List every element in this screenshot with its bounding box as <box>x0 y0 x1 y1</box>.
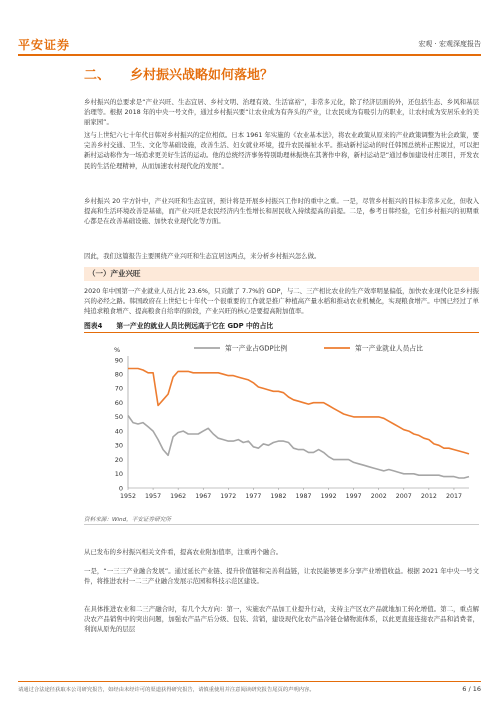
x-tick-label: 1997 <box>345 493 362 500</box>
figure-number: 图表4 <box>84 322 103 330</box>
page-header <box>18 34 481 56</box>
x-tick-label: 1972 <box>220 493 237 500</box>
section-title: 乡村振兴战略如何落地？ <box>130 68 274 83</box>
series-line-1 <box>128 416 469 479</box>
legend-label-1: 第一产业占GDP比例 <box>225 344 288 353</box>
section-heading <box>84 64 499 86</box>
y-tick-label: 80 <box>114 370 123 379</box>
figure-source: 资料来源：Wind，平安证券研究所 <box>84 515 479 525</box>
figure-caption <box>84 320 479 333</box>
company-logo: 平安证券 <box>18 38 71 52</box>
figure-title: 第一产业的就业人员比例远高于它在 GDP 中的占比 <box>116 322 274 330</box>
x-tick-label: 1977 <box>245 493 262 500</box>
employment-gdp-line-chart <box>84 336 479 511</box>
paragraph-1: 乡村振兴的总要求是“产业兴旺、生态宜居、乡村文明、治理有效、生活富裕”，非常多元化，除了经济层面的外，还包括生态、乡风和基层治理等。根据 2018 年的中央一号文件，通过乡村振兴要“让农业成为有奔头的产业，让农民成为有吸引力的职业，让农村成为安居乐业的美丽家园”。 <box>84 98 479 127</box>
x-tick-label: 1992 <box>320 493 337 500</box>
y-tick-label: 20 <box>114 455 123 464</box>
y-tick-label: 0 <box>118 484 123 493</box>
y-tick-label: 10 <box>114 470 123 479</box>
x-tick-label: 1962 <box>170 493 187 500</box>
legend-label-2: 第一产业就业人员占比 <box>355 344 423 353</box>
footer-disclaimer: 请通过合法途径获取本公司研究报告，如经由未经许可的渠道获得研究报告，请慎重使用并注意阅读研究报告尾页的声明内容。 <box>18 687 315 693</box>
paragraph-5: 2020 年中国第一产业就业人员占比 23.6%，只贡献了 7.7%的 GDP，与二、三产相比农业的生产效率明显偏低，加快农业现代化是乡村振兴的必经之路。韩国政府在上世纪七十年代一个很重要的工作就是推广种植高产量水稻和推动农业机械化，实现粮食增产。中国已经过了单纯追求粮食增产、提高粮食自给率的阶段，产业兴旺的核心是要提高附加值率。 <box>84 287 479 316</box>
y-tick-label: 50 <box>114 413 123 422</box>
page-number: 6 / 16 <box>462 685 481 693</box>
paragraph-7: 一是，“一三三产业融合发展”。通过延长产业链、提升价值链和完善利益链，让农民能够更多分享产业增值收益。根据 2021 年中央一号文件，将推进农村一二三产业融合发展示范园和科技示范区建设。 <box>84 567 479 586</box>
y-tick-label: 60 <box>114 398 123 407</box>
y-tick-label: 30 <box>114 441 123 450</box>
x-tick-label: 2007 <box>395 493 412 500</box>
x-tick-label: 1952 <box>119 493 137 500</box>
subsection-heading: （一）产业兴旺 <box>84 267 479 281</box>
paragraph-8: 在具体推进农业和二三产融合时，有几个大方向：第一，实施农产品加工业提升行动，支持主产区农产品就地加工转化增值。第二，重点解决农产品销售中的突出问题，加强农产品产后分级、包装、营销，建设现代化农产品冷链仓储物流体系，以此更直接连接农产品和消费者，利润从原先的层层 <box>84 605 479 634</box>
paragraph-2: 这与上世纪六七十年代日韩对乡村振兴的定位相似。日本 1961 年实施的《农业基本法》，将农业政策从原来的产业政策调整为社会政策，要完善乡村交通、卫生、文化等基础设施，改善生活、妇女就业环境，提升农民福祉水平。推动新村运动的时任韩国总统朴正熙说过，可以把新村运动称作为一场追求更美好生活的运动。他的总统经济事务特别助理林振焕在其著作中称，新村运动是“通过参加建设村庄项目，开发农民的生活伦理精神，从而加速农村现代化的发展”。 <box>84 131 479 170</box>
page-footer <box>18 681 481 695</box>
paragraph-6: 从已发布的乡村振兴相关文件看，提高农业附加值率，注重再个融合。 <box>84 548 283 556</box>
paragraph-4: 因此，我们这篇报告主要围绕产业兴旺和生态宜居这两点，来分析乡村振兴怎么做。 <box>84 252 321 260</box>
x-tick-label: 2017 <box>445 493 462 500</box>
x-tick-label: 2012 <box>420 493 437 500</box>
y-tick-label: 70 <box>114 384 123 393</box>
paragraph-3: 乡村振兴 20 字方针中，产业兴旺和生态宜居，预计将是开展乡村振兴工作时的重中之重。一是，尽管乡村振兴的目标非常多元化，但收入提高和生活环境改善是基础，而产业兴旺是农民经济内生性增长和居民收入持续提高的前提。二是，参考日韩经验，它们乡村振兴的初期重心都是在改善基础设施、加快农业现代化等方面。 <box>84 197 479 226</box>
x-tick-label: 1987 <box>295 493 312 500</box>
x-tick-label: 1982 <box>270 493 287 500</box>
x-tick-label: 1967 <box>195 493 212 500</box>
x-tick-label: 2002 <box>370 493 387 500</box>
y-tick-label: 40 <box>114 427 123 436</box>
series-line-2 <box>128 369 469 454</box>
y-tick-label: 90 <box>114 356 123 365</box>
section-number: 二、 <box>84 68 111 83</box>
report-type: 宏观 · 宏观深度报告 <box>418 40 481 48</box>
x-tick-label: 1957 <box>145 493 162 500</box>
y-axis-unit: % <box>114 346 121 354</box>
